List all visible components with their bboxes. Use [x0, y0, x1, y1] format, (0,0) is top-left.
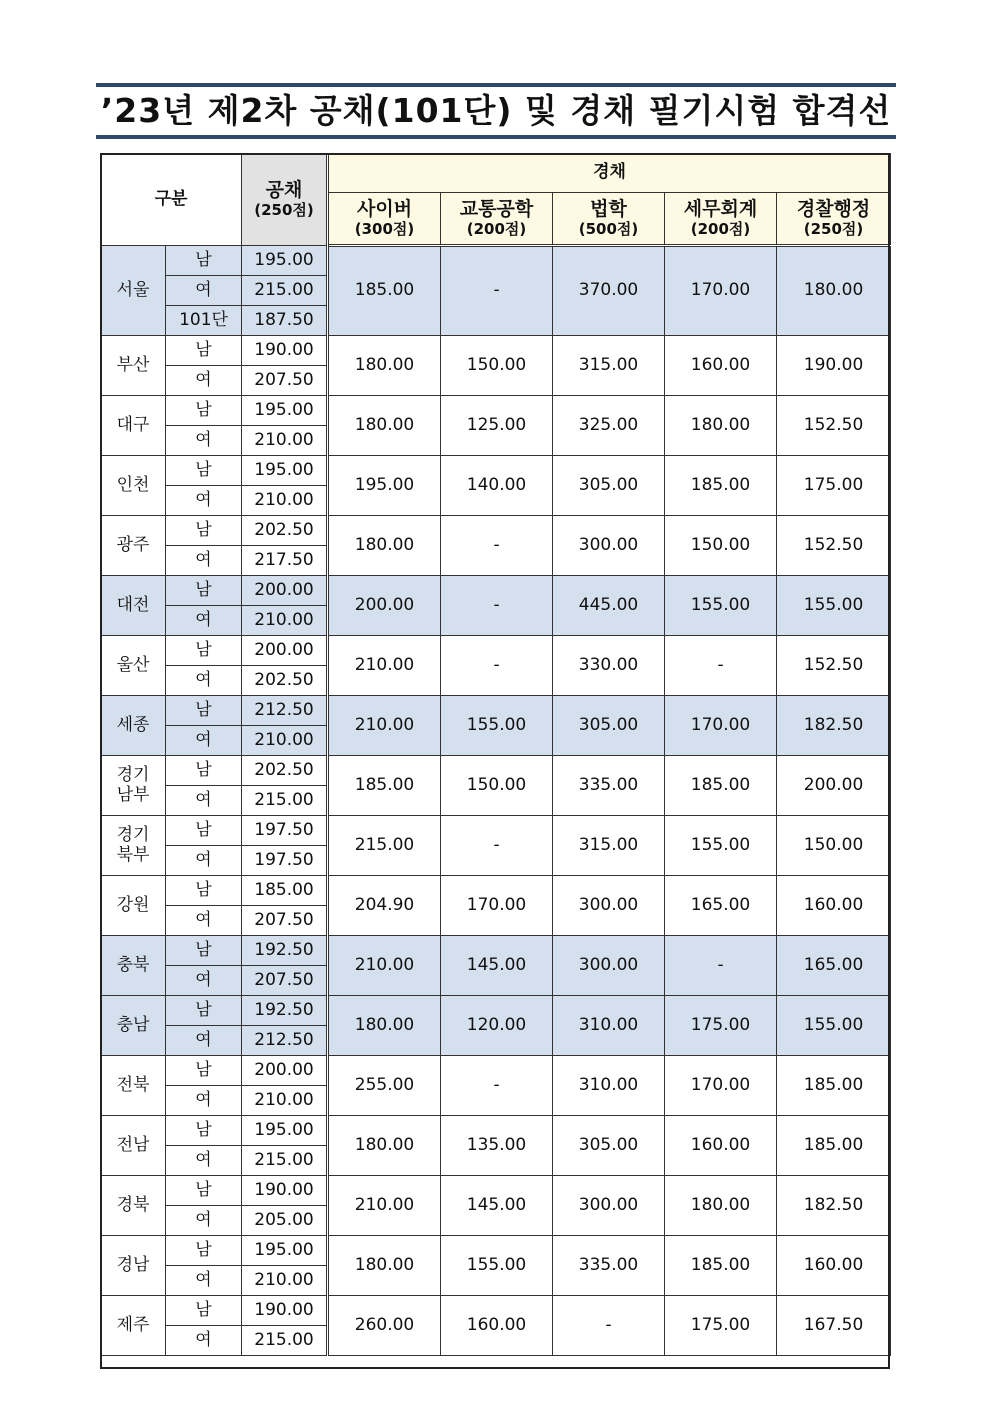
gender-cell: 남 [166, 876, 242, 906]
special-score-cell: 210.00 [328, 696, 441, 756]
special-score-cell: 170.00 [665, 246, 777, 336]
region-cell: 부산 [101, 336, 166, 396]
gender-cell: 여 [166, 486, 242, 516]
table-body [101, 154, 891, 1356]
public-score-cell: 195.00 [242, 246, 328, 276]
special-score-cell: - [441, 816, 553, 876]
public-score-cell: 195.00 [242, 1236, 328, 1266]
public-score-cell: 215.00 [242, 276, 328, 306]
special-score-cell: - [665, 936, 777, 996]
special-score-cell: 300.00 [553, 516, 665, 576]
gender-cell: 여 [166, 666, 242, 696]
table-row [101, 876, 891, 906]
special-col-header [777, 193, 891, 246]
special-score-cell: 170.00 [665, 1056, 777, 1116]
public-score-cell: 200.00 [242, 576, 328, 606]
public-score-cell: 212.50 [242, 1026, 328, 1056]
special-score-cell: - [441, 576, 553, 636]
special-score-cell: 305.00 [553, 456, 665, 516]
region-label-line: 경기 [116, 824, 150, 845]
special-score-cell: - [553, 1296, 665, 1356]
gender-cell: 여 [166, 1026, 242, 1056]
special-score-cell: 125.00 [441, 396, 553, 456]
special-score-cell: 215.00 [328, 816, 441, 876]
public-header [242, 154, 328, 246]
special-score-cell: - [441, 636, 553, 696]
gender-cell: 남 [166, 936, 242, 966]
special-score-cell: 140.00 [441, 456, 553, 516]
special-col-header [553, 193, 665, 246]
special-score-cell: 182.50 [777, 1176, 891, 1236]
gender-cell: 남 [166, 516, 242, 546]
region-cell: 제주 [101, 1296, 166, 1356]
gender-cell: 여 [166, 906, 242, 936]
public-score-cell: 192.50 [242, 996, 328, 1026]
table-row [101, 996, 891, 1026]
public-score-cell: 212.50 [242, 696, 328, 726]
region-cell [101, 756, 166, 816]
special-col-label: 교통공학 [459, 197, 534, 220]
gender-cell: 남 [166, 1296, 242, 1326]
gender-cell: 여 [166, 1326, 242, 1356]
special-score-cell: 152.50 [777, 396, 891, 456]
special-score-cell: 180.00 [665, 396, 777, 456]
title-block [96, 83, 896, 139]
special-score-cell: 210.00 [328, 1176, 441, 1236]
gender-cell: 여 [166, 606, 242, 636]
special-score-cell: 180.00 [328, 516, 441, 576]
public-score-cell: 205.00 [242, 1206, 328, 1236]
public-score-cell: 215.00 [242, 1146, 328, 1176]
special-score-cell: 150.00 [441, 336, 553, 396]
special-score-cell: 370.00 [553, 246, 665, 336]
gender-cell: 남 [166, 636, 242, 666]
region-cell: 세종 [101, 696, 166, 756]
special-score-cell: 160.00 [441, 1296, 553, 1356]
public-score-cell: 195.00 [242, 1116, 328, 1146]
table-row [101, 696, 891, 726]
table-row [101, 1056, 891, 1086]
public-score-cell: 217.50 [242, 546, 328, 576]
public-score-cell: 202.50 [242, 516, 328, 546]
special-col-score: (300점) [354, 219, 415, 238]
gender-cell: 여 [166, 1146, 242, 1176]
special-score-cell: 190.00 [777, 336, 891, 396]
table-row [101, 456, 891, 486]
region-cell: 울산 [101, 636, 166, 696]
table-row [101, 1176, 891, 1206]
gender-cell: 남 [166, 1176, 242, 1206]
special-score-cell: 180.00 [328, 336, 441, 396]
special-score-cell: 152.50 [777, 516, 891, 576]
title-bottom-rule [96, 135, 896, 139]
public-score-cell: 210.00 [242, 606, 328, 636]
special-score-cell: 310.00 [553, 996, 665, 1056]
public-score-cell: 202.50 [242, 666, 328, 696]
special-score-cell: 155.00 [665, 816, 777, 876]
special-score-cell: 180.00 [777, 246, 891, 336]
region-cell: 광주 [101, 516, 166, 576]
special-score-cell: 160.00 [665, 336, 777, 396]
gender-cell: 남 [166, 1056, 242, 1086]
public-score-cell: 210.00 [242, 1266, 328, 1296]
special-score-cell: 152.50 [777, 636, 891, 696]
table-row [101, 246, 891, 276]
special-score-cell: 160.00 [777, 1236, 891, 1296]
special-score-cell: 175.00 [665, 1296, 777, 1356]
special-col-score: (200점) [466, 219, 527, 238]
special-score-cell: 160.00 [777, 876, 891, 936]
special-score-cell: 330.00 [553, 636, 665, 696]
special-col-score: (250점) [803, 219, 864, 238]
table-row [101, 936, 891, 966]
region-label-line: 북부 [116, 844, 150, 865]
special-score-cell: 210.00 [328, 936, 441, 996]
special-score-cell: - [665, 636, 777, 696]
special-score-cell: 155.00 [441, 696, 553, 756]
table-row [101, 1116, 891, 1146]
special-score-cell: 175.00 [665, 996, 777, 1056]
region-cell: 충북 [101, 936, 166, 996]
special-score-cell: 255.00 [328, 1056, 441, 1116]
category-header: 구분 [101, 154, 242, 246]
special-score-cell: 135.00 [441, 1116, 553, 1176]
public-score-cell: 190.00 [242, 336, 328, 366]
special-score-cell: 155.00 [777, 576, 891, 636]
special-score-cell: 200.00 [328, 576, 441, 636]
gender-cell: 여 [166, 546, 242, 576]
table-row [101, 1296, 891, 1326]
special-col-score: (500점) [578, 219, 639, 238]
region-cell: 전남 [101, 1116, 166, 1176]
special-score-cell: 160.00 [665, 1116, 777, 1176]
special-score-cell: 170.00 [441, 876, 553, 936]
special-col-header [441, 193, 553, 246]
special-score-cell: 165.00 [777, 936, 891, 996]
gender-cell: 남 [166, 1116, 242, 1146]
special-score-cell: 260.00 [328, 1296, 441, 1356]
special-score-cell: 185.00 [665, 456, 777, 516]
public-score-cell: 210.00 [242, 426, 328, 456]
special-score-cell: - [441, 246, 553, 336]
special-score-cell: 182.50 [777, 696, 891, 756]
region-cell: 대구 [101, 396, 166, 456]
special-score-cell: 335.00 [553, 756, 665, 816]
region-label-line: 경기 [116, 764, 150, 785]
table-row [101, 576, 891, 606]
public-score-cell: 185.00 [242, 876, 328, 906]
special-score-cell: 180.00 [665, 1176, 777, 1236]
public-score-cell: 195.00 [242, 396, 328, 426]
public-score-cell: 210.00 [242, 1086, 328, 1116]
page-title: ’23년 제2차 공채(101단) 및 경채 필기시험 합격선 [100, 91, 892, 130]
public-score-cell: 195.00 [242, 456, 328, 486]
special-score-cell: 185.00 [665, 756, 777, 816]
public-score-cell: 207.50 [242, 966, 328, 996]
special-score-cell: 150.00 [777, 816, 891, 876]
region-cell: 충남 [101, 996, 166, 1056]
special-score-cell: 170.00 [665, 696, 777, 756]
public-score-cell: 200.00 [242, 636, 328, 666]
gender-cell: 남 [166, 696, 242, 726]
public-score-cell: 207.50 [242, 366, 328, 396]
special-col-label: 경찰행정 [796, 197, 871, 220]
public-score-cell: 187.50 [242, 306, 328, 336]
header-row-1 [101, 154, 891, 193]
special-score-cell: 120.00 [441, 996, 553, 1056]
gender-cell: 남 [166, 816, 242, 846]
special-score-cell: 150.00 [665, 516, 777, 576]
gender-cell: 여 [166, 786, 242, 816]
special-score-cell: 180.00 [328, 1116, 441, 1176]
gender-cell: 여 [166, 1206, 242, 1236]
special-score-cell: 300.00 [553, 1176, 665, 1236]
special-score-cell: 155.00 [665, 576, 777, 636]
special-score-cell: 445.00 [553, 576, 665, 636]
special-score-cell: 167.50 [777, 1296, 891, 1356]
region-cell: 전북 [101, 1056, 166, 1116]
special-col-score: (200점) [690, 219, 751, 238]
cutoff-table [100, 153, 891, 1356]
public-score-cell: 202.50 [242, 756, 328, 786]
gender-cell: 여 [166, 966, 242, 996]
public-score-cell: 197.50 [242, 816, 328, 846]
public-score-cell: 200.00 [242, 1056, 328, 1086]
gender-cell: 남 [166, 456, 242, 486]
special-score-cell: 315.00 [553, 816, 665, 876]
public-score-cell: 215.00 [242, 1326, 328, 1356]
public-score-cell: 197.50 [242, 846, 328, 876]
special-col-header [665, 193, 777, 246]
special-header: 경채 [328, 154, 891, 193]
gender-cell: 여 [166, 1086, 242, 1116]
table-row [101, 396, 891, 426]
gender-cell: 101단 [166, 306, 242, 336]
special-score-cell: 310.00 [553, 1056, 665, 1116]
special-score-cell: 335.00 [553, 1236, 665, 1296]
gender-cell: 여 [166, 726, 242, 756]
region-label-line: 남부 [116, 784, 150, 805]
special-score-cell: 200.00 [777, 756, 891, 816]
public-score-cell: 210.00 [242, 486, 328, 516]
special-score-cell: 305.00 [553, 696, 665, 756]
special-score-cell: 300.00 [553, 876, 665, 936]
table-row [101, 336, 891, 366]
special-score-cell: 180.00 [328, 1236, 441, 1296]
public-score-cell: 192.50 [242, 936, 328, 966]
special-score-cell: 155.00 [441, 1236, 553, 1296]
public-header-score: (250점) [254, 200, 314, 219]
special-score-cell: 155.00 [777, 996, 891, 1056]
special-score-cell: 300.00 [553, 936, 665, 996]
region-cell [101, 816, 166, 876]
gender-cell: 남 [166, 756, 242, 786]
special-col-label: 법학 [590, 197, 627, 220]
special-score-cell: - [441, 516, 553, 576]
special-score-cell: 185.00 [777, 1056, 891, 1116]
region-cell: 대전 [101, 576, 166, 636]
public-score-cell: 207.50 [242, 906, 328, 936]
special-score-cell: 185.00 [328, 246, 441, 336]
public-score-cell: 190.00 [242, 1176, 328, 1206]
region-cell: 경북 [101, 1176, 166, 1236]
gender-cell: 여 [166, 276, 242, 306]
public-score-cell: 215.00 [242, 786, 328, 816]
table-row [101, 516, 891, 546]
special-score-cell: 185.00 [665, 1236, 777, 1296]
gender-cell: 여 [166, 1266, 242, 1296]
special-score-cell: 195.00 [328, 456, 441, 516]
special-score-cell: 145.00 [441, 936, 553, 996]
gender-cell: 남 [166, 996, 242, 1026]
special-score-cell: 175.00 [777, 456, 891, 516]
special-score-cell: - [441, 1056, 553, 1116]
gender-cell: 여 [166, 846, 242, 876]
special-score-cell: 150.00 [441, 756, 553, 816]
special-col-label: 사이버 [356, 197, 413, 220]
special-score-cell: 325.00 [553, 396, 665, 456]
table-row [101, 1236, 891, 1266]
gender-cell: 남 [166, 336, 242, 366]
special-col-header [328, 193, 441, 246]
gender-cell: 여 [166, 366, 242, 396]
table-row [101, 756, 891, 786]
table-row [101, 816, 891, 846]
special-col-label: 세무회계 [683, 197, 758, 220]
special-score-cell: 180.00 [328, 996, 441, 1056]
region-cell: 경남 [101, 1236, 166, 1296]
gender-cell: 남 [166, 246, 242, 276]
table-row [101, 636, 891, 666]
special-score-cell: 210.00 [328, 636, 441, 696]
region-cell: 인천 [101, 456, 166, 516]
gender-cell: 남 [166, 1236, 242, 1266]
special-score-cell: 185.00 [328, 756, 441, 816]
special-score-cell: 180.00 [328, 396, 441, 456]
public-score-cell: 190.00 [242, 1296, 328, 1326]
region-cell: 강원 [101, 876, 166, 936]
public-score-cell: 210.00 [242, 726, 328, 756]
public-header-label: 공채 [265, 178, 303, 201]
gender-cell: 남 [166, 576, 242, 606]
special-score-cell: 315.00 [553, 336, 665, 396]
special-score-cell: 185.00 [777, 1116, 891, 1176]
special-score-cell: 305.00 [553, 1116, 665, 1176]
special-score-cell: 204.90 [328, 876, 441, 936]
special-score-cell: 165.00 [665, 876, 777, 936]
special-score-cell: 145.00 [441, 1176, 553, 1236]
gender-cell: 여 [166, 426, 242, 456]
region-cell: 서울 [101, 246, 166, 336]
gender-cell: 남 [166, 396, 242, 426]
